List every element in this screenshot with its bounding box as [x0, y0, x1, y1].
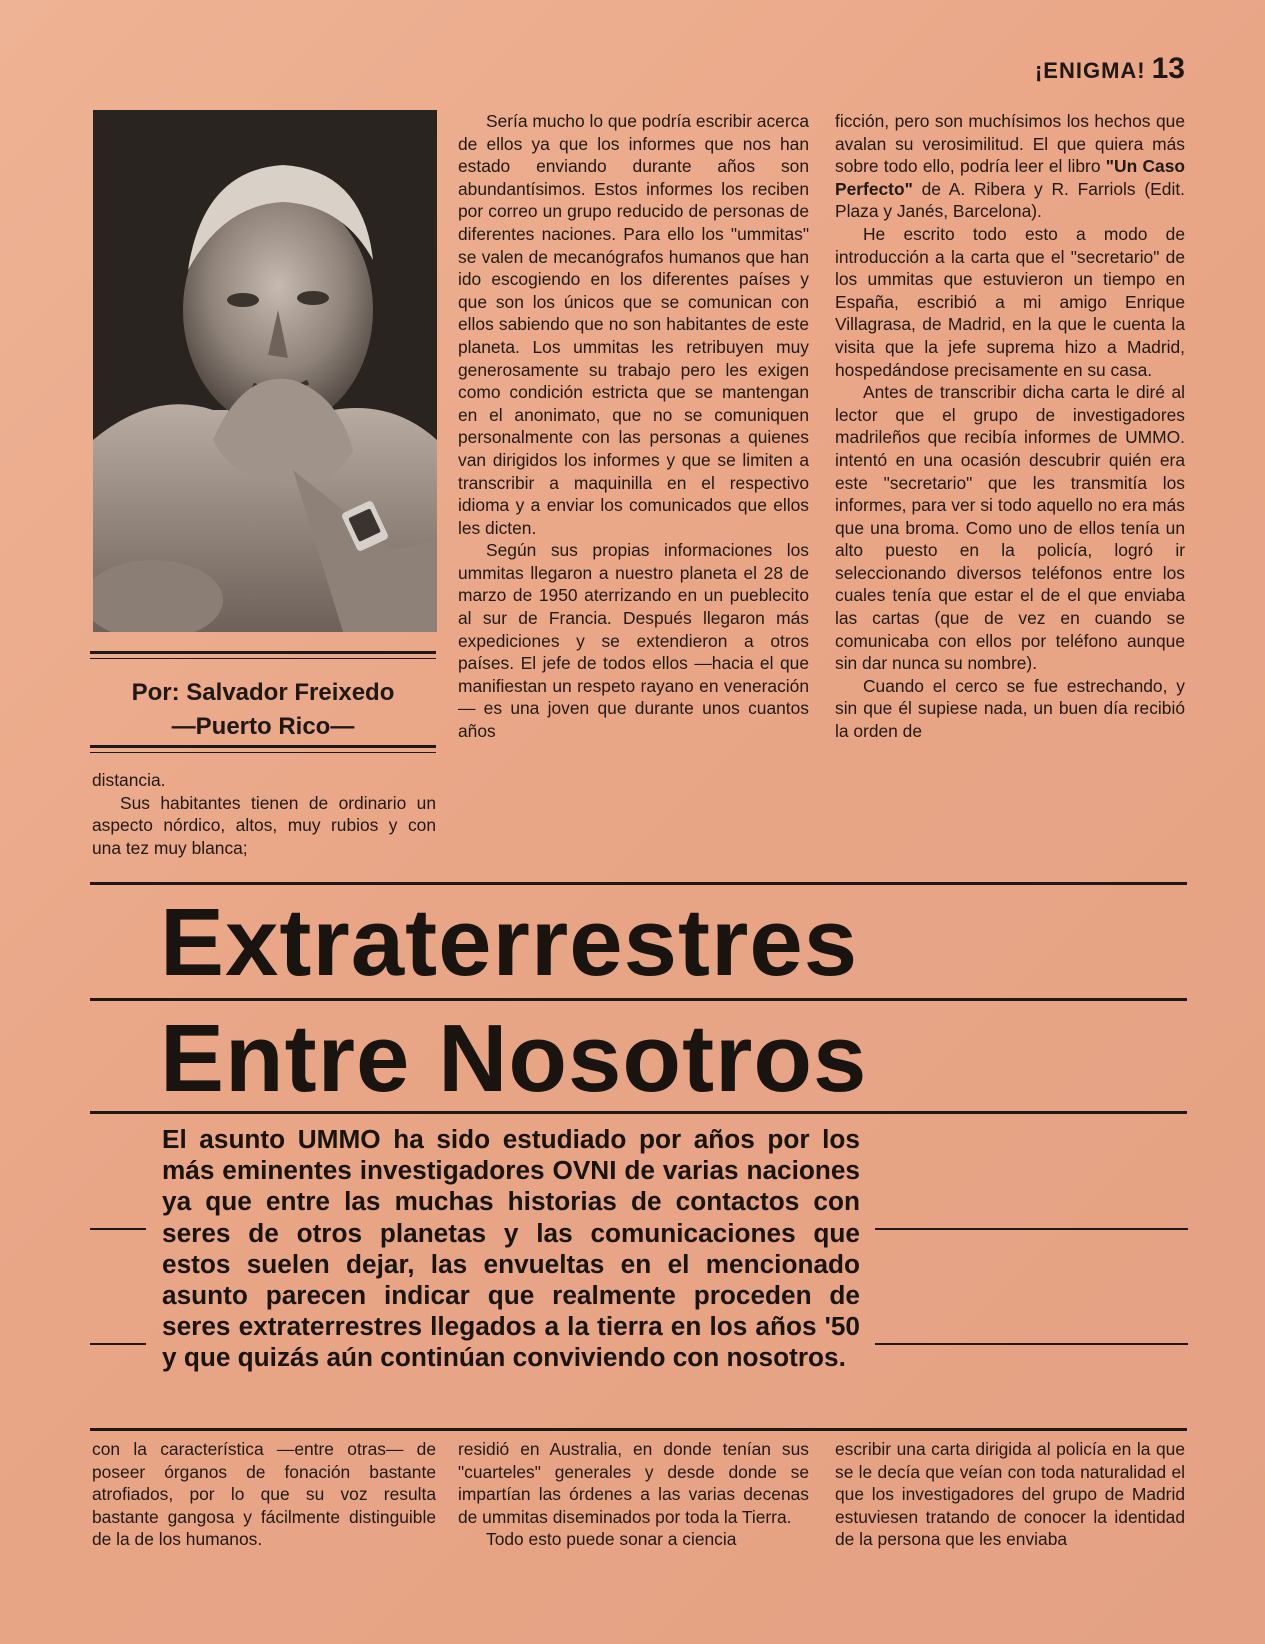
- paragraph: Cuando el cerco se fue estrechando, y sin que él supiese nada, un buen día recibió la orden de: [835, 675, 1185, 742]
- portrait-illustration: [93, 110, 437, 632]
- paragraph: residió en Australia, en donde tenían sus "cuarteles" generales y desde donde se impartían las órdenes a las varias decenas de ummitas diseminados por toda la Tierra.: [458, 1439, 809, 1527]
- headline-line-2: Entre Nosotros: [160, 1005, 868, 1112]
- byline-rule-bottom: [90, 745, 436, 748]
- author-portrait-photo: [93, 110, 437, 632]
- deck-dash-right-2: [875, 1343, 1188, 1345]
- paragraph: He escrito todo esto a modo de introducción a la carta que el "secretario" de los ummitas que estuvieron un tiempo en España, escribió a mi amigo Enrique Villagrasa, de Madrid, en la que le cuenta la visita que la jefe suprema hizo a Madrid, hospedándose precisamente en su casa.: [835, 223, 1185, 380]
- paragraph: Antes de transcribir dicha carta le diré al lector que el grupo de investigadores madrileños que recibía informes de UMMO. intentó en una ocasión descubrir quién era este "secretario" que les transmitía los informes, para ver si todo aquello no era más que una broma. Como uno de ellos tenía un alto puesto en la policía, logró ir seleccionando diversos teléfonos entre los cuales tenía que estar el de el que enviaba las cartas (que de vez en cuando se comunicaba con ellos por teléfono aunque sin dar nunca su nombre).: [835, 382, 1185, 674]
- top-column-1: [92, 769, 436, 859]
- page-header: [1035, 52, 1185, 86]
- headline-rule-bottom: [90, 1111, 1187, 1114]
- byline-author: Por: Salvador Freixedo: [131, 679, 395, 706]
- headline-rule-top: [90, 882, 1187, 885]
- deck-dash-right-1: [875, 1228, 1188, 1230]
- bottom-column-3: [835, 1438, 1185, 1551]
- byline-rule-top-thin: [90, 658, 436, 659]
- bottom-column-2: [458, 1438, 809, 1551]
- top-column-2: [458, 110, 809, 743]
- byline: [90, 676, 436, 744]
- paragraph: Sería mucho lo que podría escribir acerca de ellos ya que los informes que nos han estado enviando durante años son abundantísimos. Estos informes los reciben por correo un grupo reducido de personas de diferentes naciones. Para ello los "ummitas" se valen de mecanógrafos humanos que han ido escogiendo en los diferentes países y que son los únicos que se comunican con ellos sabiendo que no son habitantes de este planeta. Los ummitas les retribuyen muy generosamente su trabajo pero les exigen como condición estricta que se mantengan en el anonimato, que no se comuniquen personalmente con las personas a quienes van dirigidos los informes y que se limiten a transcribir a maquinilla en el respectivo idioma y a enviar los comunicados que ellos les dicten.: [458, 111, 809, 538]
- paragraph: Todo esto puede sonar a ciencia: [486, 1529, 737, 1550]
- headline-rule-middle: [90, 998, 1187, 1001]
- paragraph: [835, 110, 1185, 223]
- bottom-column-1: [92, 1438, 436, 1551]
- headline-line-1: Extraterrestres: [160, 889, 859, 996]
- article-deck: El asunto UMMO ha sido estudiado por años por los más eminentes investigadores OVNI de varias naciones ya que entre las muchas historias de contactos con seres de otros planetas y las comunicaciones que estos suelen dejar, las envueltas en el mencionado asunto parecen indicar que realmente proceden de seres extraterrestres llegados a la tierra en los años '50 y que quizás aún continúan conviviendo con nosotros.: [162, 1124, 860, 1373]
- byline-location: —Puerto Rico—: [171, 713, 355, 740]
- deck-dash-left-1: [90, 1228, 146, 1230]
- deck-dash-left-2: [90, 1343, 146, 1345]
- paragraph: con la característica —entre otras— de poseer órganos de fonación bastante atrofiados, por lo que su voz resulta bastante gangosa y fácilmente distinguible de la de los humanos.: [92, 1439, 436, 1550]
- byline-rule-top: [90, 651, 436, 654]
- page-number: 13: [1151, 52, 1185, 85]
- byline-rule-bottom-thin: [90, 752, 436, 753]
- paragraph: escribir una carta dirigida al policía en la que se le decía que veían con toda naturalidad el que los investigadores del grupo de Madrid estuviesen tratando de conocer la identidad de la persona que les enviaba: [835, 1439, 1185, 1550]
- paragraph: Según sus propias informaciones los ummitas llegaron a nuestro planeta el 28 de marzo de 1950 aterrizando en un pueblecito al sur de Francia. Después llegaron más expediciones y se extendieron a otros países. El jefe de todos ellos —hacia el que manifiestan un respeto rayano en veneración— es una joven que durante unos cuantos años: [458, 540, 809, 742]
- text-span: de A. Ribera y R. Farriols (Edit. Plaza y Janés, Barcelona).: [835, 178, 1185, 222]
- paragraph: distancia.: [92, 770, 166, 790]
- book-title: "Un Caso Perfecto": [835, 156, 1185, 199]
- paragraph: Sus habitantes tienen de ordinario un aspecto nórdico, altos, muy rubios y con una tez muy blanca;: [92, 792, 436, 858]
- text-span: ficción, pero son muchísimos los hechos que avalan su verosimilitud. El que quiera más sobre todo ello, podría leer el libro: [835, 111, 1185, 177]
- magazine-name: ¡ENIGMA!: [1034, 58, 1146, 83]
- top-column-3: [835, 110, 1185, 743]
- deck-rule-bottom: [90, 1428, 1187, 1431]
